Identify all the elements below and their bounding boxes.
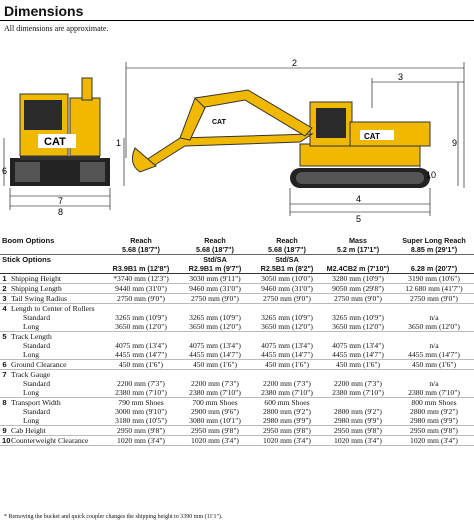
table-cell [178, 332, 252, 342]
table-cell [104, 304, 178, 314]
table-cell: 790 mm Shoes [118, 398, 164, 407]
table-cell [252, 332, 322, 342]
column-value: 5.68 (18'7") [196, 245, 234, 254]
table-cell: 3000 mm (9'10") [115, 407, 167, 416]
table-cell: 2200 mm (7'3") [263, 379, 311, 388]
side-view [132, 90, 430, 188]
table-cell: 3265 mm (10'9") [189, 313, 241, 322]
table-row [0, 332, 474, 342]
svg-text:9: 9 [452, 138, 458, 148]
table-cell: 3080 mm (10'1") [178, 416, 252, 426]
svg-text:CAT: CAT [44, 136, 66, 148]
row-number: 1 [0, 274, 9, 284]
row-number: 8 [2, 398, 7, 407]
table-cell: 4075 mm (13'4") [189, 341, 241, 350]
svg-text:6: 6 [2, 166, 8, 176]
row-label: Standard [23, 341, 50, 350]
table-row [0, 341, 474, 350]
svg-text:10: 10 [426, 170, 437, 180]
table-cell: 4455 mm (14'7") [252, 350, 322, 360]
table-cell: 800 mm Shoes [411, 398, 457, 407]
page-title: Dimensions [4, 3, 84, 19]
table-cell: 4075 mm (13'4") [332, 341, 384, 350]
table-row [0, 370, 474, 380]
table-cell: 2750 mm (9'0") [394, 294, 474, 304]
table-cell: 2380 mm (7'10") [178, 388, 252, 398]
row-number: 2 [0, 284, 9, 294]
stick-options-label: Stick Options [0, 255, 104, 265]
table-row [0, 416, 474, 426]
table-cell: 2800 mm (9'2") [263, 407, 311, 416]
row-label: Cab Height [9, 426, 104, 436]
table-row [0, 398, 474, 408]
table-cell: 3280 mm (10'9") [322, 274, 394, 284]
row-label: Ground Clearance [9, 360, 104, 370]
table-cell: 2380 mm (7'10") [252, 388, 322, 398]
table-cell: 12 680 mm (41'7") [394, 284, 474, 294]
table-cell: 2800 mm (9'2") [334, 407, 382, 416]
excavator-diagram [0, 38, 474, 234]
table-row [0, 350, 474, 360]
row-label: Track Gauge [11, 370, 51, 379]
stick-options-row [0, 255, 474, 265]
table-cell: 4075 mm (13'4") [261, 341, 313, 350]
table-cell: 3190 mm (10'6") [394, 274, 474, 284]
column-extra: Std/SA [252, 255, 322, 265]
table-cell: 3650 mm (12'0") [394, 322, 474, 332]
svg-text:CAT: CAT [364, 132, 380, 141]
row-number [0, 407, 9, 416]
svg-text:4: 4 [356, 194, 362, 204]
row-number: 7 [2, 370, 7, 379]
column-name: Mass [349, 236, 367, 245]
table-cell: 2380 mm (7'10") [322, 388, 394, 398]
row-number: 6 [0, 360, 9, 370]
table-cell: 2950 mm (9'8") [178, 426, 252, 436]
table-row [0, 426, 474, 436]
table-cell: 3265 mm (10'9") [332, 313, 384, 322]
column-extra [394, 255, 474, 265]
row-label: Tail Swing Radius [9, 294, 104, 304]
table-cell: 450 mm (1'6") [394, 360, 474, 370]
row-number [0, 341, 9, 350]
svg-text:CAT: CAT [212, 119, 226, 126]
stick-code: R2.5B1 m (8'2") [252, 264, 322, 274]
stick-codes-row [0, 264, 474, 274]
column-name: Reach [204, 236, 226, 245]
table-cell: 4455 mm (14'7") [104, 350, 178, 360]
dimensions-table-body [0, 274, 474, 446]
stick-code: 6.28 m (20'7") [394, 264, 474, 274]
row-label: Track Length [11, 332, 52, 341]
table-cell: 2750 mm (9'0") [252, 294, 322, 304]
table-cell: 9050 mm (29'8") [322, 284, 394, 294]
row-label: Standard [23, 313, 50, 322]
row-number: 10 [2, 436, 11, 445]
table-cell: 4455 mm (14'7") [322, 350, 394, 360]
table-cell: 2950 mm (9'8") [104, 426, 178, 436]
table-cell: n/a [429, 313, 439, 322]
column-extra [104, 255, 178, 265]
table-cell [178, 370, 252, 380]
table-cell: n/a [429, 341, 439, 350]
table-row [0, 313, 474, 322]
table-row [0, 304, 474, 314]
boom-options-header [0, 236, 474, 255]
column-value: 5.68 (18'7") [268, 245, 306, 254]
table-row [0, 284, 474, 294]
table-cell: 450 mm (1'6") [252, 360, 322, 370]
table-cell: 3030 mm (9'11") [178, 274, 252, 284]
column-value: 5.2 m (17'1") [336, 245, 380, 254]
table-cell: 1020 mm (3'4") [394, 436, 474, 446]
table-cell: 450 mm (1'6") [322, 360, 394, 370]
table-cell: 3180 mm (10'5") [104, 416, 178, 426]
row-label: Standard [23, 407, 50, 416]
table-cell: 2950 mm (9'8") [322, 426, 394, 436]
row-number [0, 322, 9, 332]
row-label: Shipping Height [9, 274, 104, 284]
table-cell: 3050 mm (10'0") [252, 274, 322, 284]
table-cell: 2200 mm (7'3") [191, 379, 239, 388]
table-cell: 4455 mm (14'7") [394, 350, 474, 360]
table-cell: 3650 mm (12'0") [104, 322, 178, 332]
table-cell [252, 304, 322, 314]
column-name: Reach [130, 236, 152, 245]
row-label: Long [9, 322, 104, 332]
table-row [0, 388, 474, 398]
table-cell: 3650 mm (12'0") [322, 322, 394, 332]
row-number: 9 [0, 426, 9, 436]
row-number [0, 388, 9, 398]
row-number [0, 416, 9, 426]
table-row [0, 407, 474, 416]
table-cell [178, 304, 252, 314]
table-cell: 2980 mm (9'9") [252, 416, 322, 426]
svg-text:3: 3 [398, 72, 404, 82]
footnote: * Removing the bucket and quick coupler changes the shipping height to 3390 mm (11'1"). [4, 514, 223, 520]
table-cell: 2380 mm (7'10") [104, 388, 178, 398]
table-cell: 450 mm (1'6") [178, 360, 252, 370]
table-cell [394, 332, 474, 342]
table-cell: 2750 mm (9'0") [322, 294, 394, 304]
row-label: Counterweight Clearance [9, 436, 104, 446]
stick-code: R2.9B1 m (9'7") [178, 264, 252, 274]
svg-text:1: 1 [116, 138, 122, 148]
table-cell [322, 370, 394, 380]
table-cell [322, 398, 394, 408]
table-row [0, 274, 474, 284]
row-number: 4 [2, 304, 7, 313]
row-label: Shipping Length [9, 284, 104, 294]
front-view [10, 78, 110, 186]
column-value: 5.68 (18'7") [122, 245, 160, 254]
row-number [0, 379, 9, 388]
row-label: Transport Width [11, 398, 61, 407]
table-cell [394, 304, 474, 314]
table-cell: 2380 mm (7'10") [394, 388, 474, 398]
table-cell: 9440 mm (31'0") [104, 284, 178, 294]
stick-code: M2.4CB2 m (7'10") [322, 264, 394, 274]
table-row [0, 379, 474, 388]
table-cell: 9460 mm (31'0") [252, 284, 322, 294]
table-cell [104, 332, 178, 342]
svg-text:2: 2 [292, 58, 298, 68]
table-cell: 2200 mm (7'3") [117, 379, 165, 388]
table-cell [104, 370, 178, 380]
row-number: 3 [0, 294, 9, 304]
dimensions-table [0, 236, 474, 446]
table-cell: 4075 mm (13'4") [115, 341, 167, 350]
row-number [0, 350, 9, 360]
table-row [0, 436, 474, 446]
row-number: 5 [2, 332, 7, 341]
page-subtitle: All dimensions are approximate. [4, 24, 109, 33]
table-cell: 9460 mm (31'0") [178, 284, 252, 294]
column-name: Super Long Reach [402, 236, 466, 245]
table-cell: 2950 mm (9'8") [252, 426, 322, 436]
table-cell: 3650 mm (12'0") [252, 322, 322, 332]
row-label: Long [9, 388, 104, 398]
table-cell: 1020 mm (3'4") [322, 436, 394, 446]
table-cell: n/a [429, 379, 439, 388]
column-name: Reach [276, 236, 298, 245]
table-cell: 2980 mm (9'9") [322, 416, 394, 426]
table-cell [322, 304, 394, 314]
title-rule [0, 20, 474, 21]
table-cell: 2980 mm (9'9") [394, 416, 474, 426]
table-cell: 2200 mm (7'3") [334, 379, 382, 388]
table-cell: 2950 mm (9'8") [394, 426, 474, 436]
table-cell: 700 mm Shoes [192, 398, 238, 407]
table-cell: 2750 mm (9'0") [178, 294, 252, 304]
table-cell: 450 mm (1'6") [104, 360, 178, 370]
table-row [0, 322, 474, 332]
table-cell: 3265 mm (10'9") [261, 313, 313, 322]
row-label: Long [9, 416, 104, 426]
column-extra: Std/SA [178, 255, 252, 265]
stick-code: R3.9B1 m (12'8") [104, 264, 178, 274]
table-cell: *3740 mm (12'3") [104, 274, 178, 284]
table-cell: 2800 mm (9'2") [410, 407, 458, 416]
table-row [0, 360, 474, 370]
table-cell: 600 mm Shoes [264, 398, 310, 407]
column-extra [322, 255, 394, 265]
table-cell: 2750 mm (9'0") [104, 294, 178, 304]
table-cell: 3265 mm (10'9") [115, 313, 167, 322]
table-cell: 4455 mm (14'7") [178, 350, 252, 360]
table-cell [322, 332, 394, 342]
boom-options-label: Boom Options [2, 236, 55, 245]
row-label: Length to Center of Rollers [11, 304, 95, 313]
svg-text:8: 8 [58, 207, 64, 217]
row-label: Standard [23, 379, 50, 388]
table-cell: 1020 mm (3'4") [178, 436, 252, 446]
table-row [0, 294, 474, 304]
table-cell: 1020 mm (3'4") [104, 436, 178, 446]
row-number [0, 313, 9, 322]
column-value: 8.85 m (29'1") [410, 245, 458, 254]
table-cell: 3650 mm (12'0") [178, 322, 252, 332]
table-cell [394, 370, 474, 380]
table-cell: 2900 mm (9'6") [191, 407, 239, 416]
row-label: Long [9, 350, 104, 360]
table-cell: 1020 mm (3'4") [252, 436, 322, 446]
svg-text:7: 7 [58, 196, 64, 206]
svg-text:5: 5 [356, 214, 362, 224]
table-cell [252, 370, 322, 380]
